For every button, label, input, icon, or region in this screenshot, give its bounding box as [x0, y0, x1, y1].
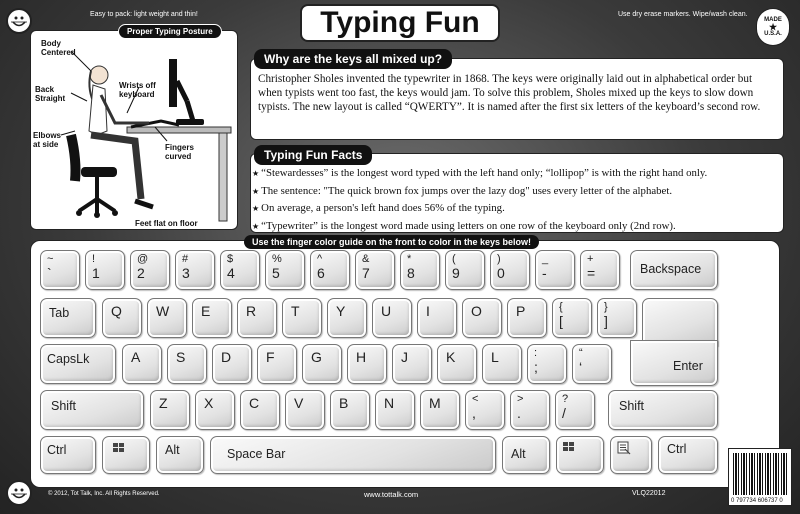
key-p: P	[507, 298, 547, 338]
key-7: & 7	[355, 250, 395, 290]
key-tab: Tab	[40, 298, 96, 338]
key-t: T	[282, 298, 322, 338]
key-slash: ? /	[555, 390, 595, 430]
key-right-bracket: } ]	[597, 298, 637, 338]
key-i: I	[417, 298, 457, 338]
care-note: Use dry erase markers. Wipe/wash clean.	[618, 11, 748, 18]
key-left-bracket: { [	[552, 298, 592, 338]
key-q: Q	[102, 298, 142, 338]
key-3: # 3	[175, 250, 215, 290]
key-v: V	[285, 390, 325, 430]
keyboard-instruction: Use the finger color guide on the front to color in the keys below!	[244, 235, 539, 249]
key-6: ^ 6	[310, 250, 350, 290]
key-x: X	[195, 390, 235, 430]
smiley-logo-icon	[6, 8, 32, 34]
key-quote: “ ‘	[572, 344, 612, 384]
key-z: Z	[150, 390, 190, 430]
label-body-centered: Body Centered	[41, 39, 76, 57]
website: www.tottalk.com	[364, 490, 419, 499]
key-semicolon: : ;	[527, 344, 567, 384]
key-n: N	[375, 390, 415, 430]
key-9: ( 9	[445, 250, 485, 290]
key-f: F	[257, 344, 297, 384]
why-body-text: Christopher Sholes invented the typewriter in 1868. The keys were originally laid out in alphabetical order but when typists went too fast, the keys would jam. To solve this problem, Sholes mixed up the keys to slow down typists. The new layout is called “QWERTY”. It is named after the first six letters of the keyboard’s second row.	[258, 73, 761, 113]
key-0: ) 0	[490, 250, 530, 290]
facts-heading: Typing Fun Facts	[254, 145, 372, 165]
facts-list	[252, 165, 782, 235]
key-s: S	[167, 344, 207, 384]
key-5: % 5	[265, 250, 305, 290]
posture-panel	[30, 30, 238, 230]
key-b: B	[330, 390, 370, 430]
key-d: D	[212, 344, 252, 384]
list-item: ★ “Typewriter” is the longest word made using letters on one row of the keyboard only (2nd row).	[252, 218, 782, 236]
why-heading: Why are the keys all mixed up?	[254, 49, 452, 69]
barcode	[728, 448, 792, 506]
key-r: R	[237, 298, 277, 338]
title-banner	[300, 4, 500, 42]
list-item: ★ On average, a person's left hand does 56% of the typing.	[252, 200, 782, 218]
key-shift-right: Shift	[608, 390, 718, 430]
tagline: Easy to pack: light weight and thin!	[90, 11, 198, 18]
key-backtick: ~ `	[40, 250, 80, 290]
key-k: K	[437, 344, 477, 384]
key-u: U	[372, 298, 412, 338]
key-y: Y	[327, 298, 367, 338]
key-windows-right	[556, 436, 604, 474]
key-8: * 8	[400, 250, 440, 290]
menu-icon	[617, 441, 631, 455]
key-a: A	[122, 344, 162, 384]
key-1: ! 1	[85, 250, 125, 290]
copyright: © 2012, Tot Talk, Inc. All Rights Reserved.	[48, 491, 160, 497]
label-wrists-off: Wrists off keyboard	[119, 81, 156, 99]
posture-heading: Proper Typing Posture	[118, 24, 222, 39]
key-capslock: CapsLk	[40, 344, 116, 384]
star-icon: ★	[768, 21, 778, 32]
key-m: M	[420, 390, 460, 430]
key-comma: < ,	[465, 390, 505, 430]
key-windows-left	[102, 436, 150, 474]
label-feet: Feet flat on floor	[135, 219, 198, 228]
key-o: O	[462, 298, 502, 338]
windows-icon	[563, 442, 575, 452]
barcode-bars	[733, 453, 789, 495]
windows-icon	[113, 443, 125, 453]
key-shift-left: Shift	[40, 390, 144, 430]
barcode-number: 0 797734 606737 0	[731, 498, 783, 504]
smiley-logo-icon	[6, 480, 32, 506]
key-enter-top	[642, 298, 718, 346]
key-ctrl-right: Ctrl	[658, 436, 718, 474]
key-ctrl-left: Ctrl	[40, 436, 96, 474]
key-spacebar: Space Bar	[210, 436, 496, 474]
key-h: H	[347, 344, 387, 384]
label-fingers: Fingers curved	[165, 143, 194, 161]
sku: VLQ22012	[632, 490, 666, 497]
key-j: J	[392, 344, 432, 384]
key-c: C	[240, 390, 280, 430]
label-elbows: Elbows at side	[33, 131, 62, 149]
finger-color-legend: LEFT: Pinky = Red, Ring = Orange, Middle = Yellow, Index = Green. Thumbs = White. RIGHT: Index = Teal, Middle = Blue, Ring = Purple, Pinky = Pink.	[50, 476, 612, 485]
key-backspace: Backspace	[630, 250, 718, 290]
key-e: E	[192, 298, 232, 338]
made-in-usa-badge: MADE ★ U.S.A.	[756, 8, 790, 46]
key-equals: + =	[580, 250, 620, 290]
key-4: $ 4	[220, 250, 260, 290]
list-item: ★ The sentence: "The quick brown fox jumps over the lazy dog" uses every letter of the alphabet.	[252, 183, 782, 201]
key-minus: _ -	[535, 250, 575, 290]
key-alt-left: Alt	[156, 436, 204, 474]
key-enter: Enter	[630, 340, 718, 386]
key-w: W	[147, 298, 187, 338]
key-l: L	[482, 344, 522, 384]
key-menu	[610, 436, 652, 474]
key-g: G	[302, 344, 342, 384]
page-title: Typing Fun	[320, 6, 480, 39]
key-period: > .	[510, 390, 550, 430]
label-back-straight: Back Straight	[35, 85, 66, 103]
list-item: ★ “Stewardesses” is the longest word typed with the left hand only; “lollipop” is with the right hand only.	[252, 165, 782, 183]
key-alt-right: Alt	[502, 436, 550, 474]
key-2: @ 2	[130, 250, 170, 290]
